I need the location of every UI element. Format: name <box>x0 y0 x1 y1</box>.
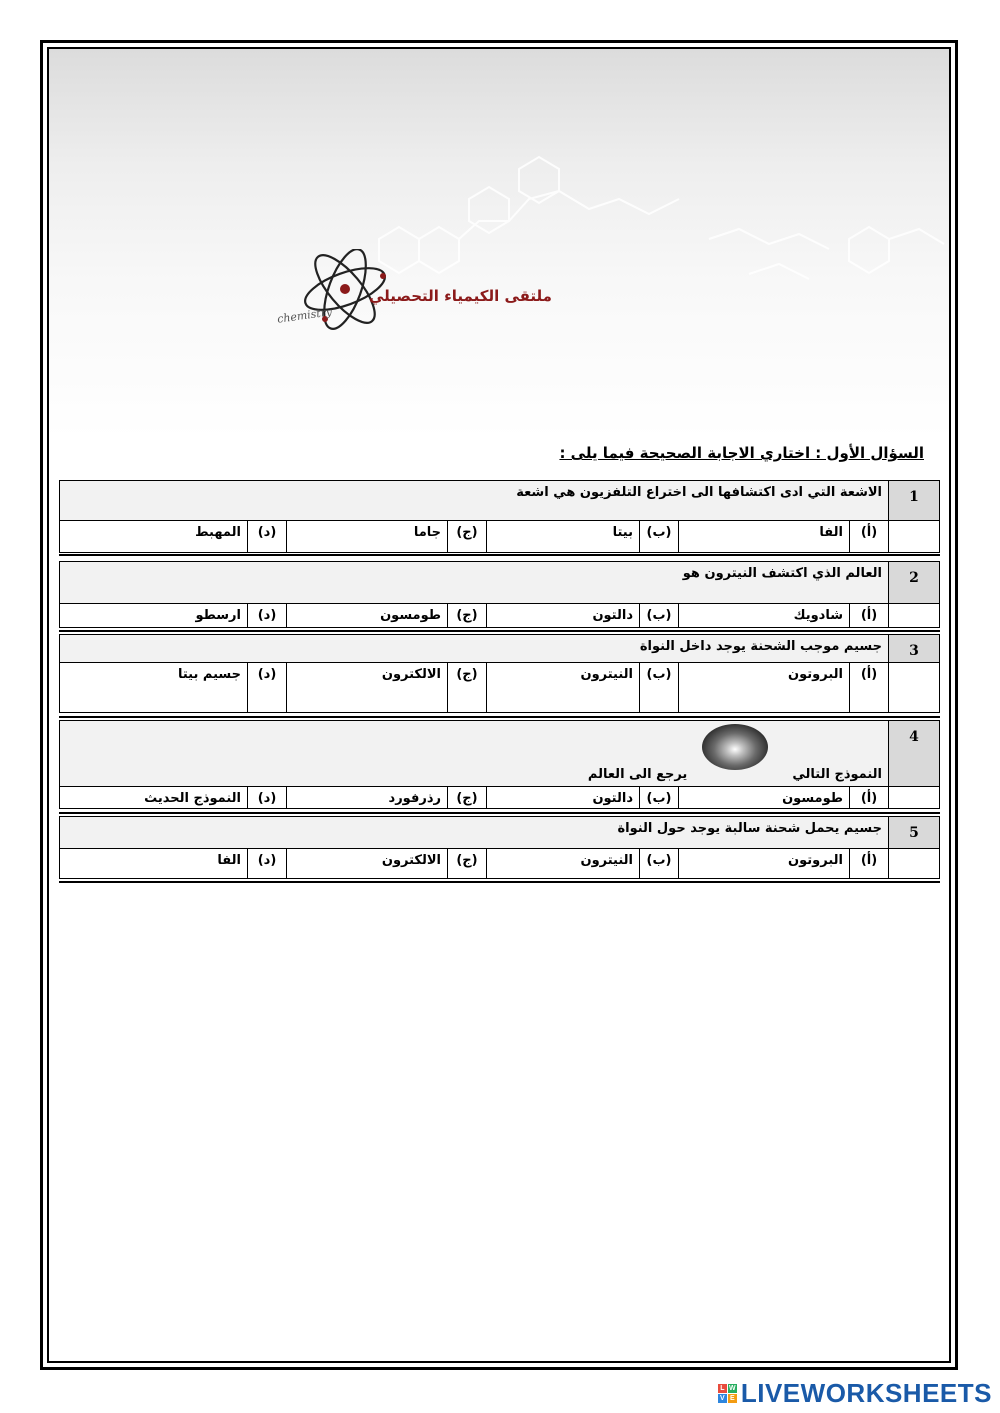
option-label: (أ) <box>850 663 889 713</box>
option-c[interactable]: الالكترون <box>287 849 448 879</box>
question-stem: العالم الذي اكتشف النيترون هو <box>60 562 889 604</box>
option-a[interactable]: البروتون <box>679 663 850 713</box>
question-1 <box>59 480 940 553</box>
option-label: (ج) <box>448 849 487 879</box>
option-d[interactable]: ارسطو <box>60 604 248 628</box>
header-banner <box>49 49 949 439</box>
option-label: (أ) <box>850 849 889 879</box>
question-number: 5 <box>889 817 940 849</box>
divider <box>59 554 940 556</box>
option-c[interactable]: رذرفورد <box>287 787 448 809</box>
option-label: (ج) <box>448 521 487 553</box>
option-label: (ج) <box>448 663 487 713</box>
option-b[interactable]: النيترون <box>487 849 640 879</box>
answer-blank[interactable] <box>889 849 940 879</box>
liveworksheets-footer <box>718 1378 992 1408</box>
option-label: (ب) <box>640 787 679 809</box>
option-d[interactable]: النموذج الحديث <box>60 787 248 809</box>
answer-blank[interactable] <box>889 787 940 809</box>
option-a[interactable]: البروتون <box>679 849 850 879</box>
option-label: (ج) <box>448 604 487 628</box>
divider <box>59 812 940 814</box>
option-label: (د) <box>248 849 287 879</box>
liveworksheets-logo-icon: L W V E <box>718 1384 737 1403</box>
logo-title: ملتقى الكيمياء التحصيلي <box>369 287 552 305</box>
option-c[interactable]: طومسون <box>287 604 448 628</box>
answer-blank[interactable] <box>889 604 940 628</box>
liveworksheets-brand: LIVEWORKSHEETS <box>740 1377 992 1408</box>
option-d[interactable]: جسيم بيتا <box>60 663 248 713</box>
divider <box>59 881 940 883</box>
question-5 <box>59 816 940 879</box>
question-stem-part-b: يرجع الى العالم <box>587 767 688 782</box>
option-c[interactable]: جاما <box>287 521 448 553</box>
option-b[interactable]: دالتون <box>487 787 640 809</box>
logo-subtitle: chemistry <box>276 305 333 326</box>
question-stem: الاشعة التي ادى اكتشافها الى اختراع التلفزيون هي اشعة <box>60 481 889 521</box>
option-label: (ب) <box>640 849 679 879</box>
option-d[interactable]: الفا <box>60 849 248 879</box>
option-b[interactable]: بيتا <box>487 521 640 553</box>
option-label: (د) <box>248 521 287 553</box>
option-a[interactable]: الفا <box>679 521 850 553</box>
option-label: (ب) <box>640 663 679 713</box>
option-c[interactable]: الالكترون <box>287 663 448 713</box>
question-stem: جسيم يحمل شحنة سالبة يوجد حول النواة <box>60 817 889 849</box>
answer-blank[interactable] <box>889 663 940 713</box>
atom-model-sphere-icon <box>702 724 768 770</box>
option-b[interactable]: دالتون <box>487 604 640 628</box>
option-label: (ج) <box>448 787 487 809</box>
question-number: 2 <box>889 562 940 604</box>
question-number: 3 <box>889 635 940 663</box>
option-label: (د) <box>248 663 287 713</box>
question-number: 1 <box>889 481 940 521</box>
molecule-watermark <box>49 49 949 439</box>
option-a[interactable]: شادويك <box>679 604 850 628</box>
option-b[interactable]: النيترون <box>487 663 640 713</box>
answer-blank[interactable] <box>889 521 940 553</box>
option-label: (أ) <box>850 521 889 553</box>
question-stem: جسيم موجب الشحنة يوجد داخل النواة <box>60 635 889 663</box>
question-2 <box>59 561 940 628</box>
option-a[interactable]: طومسون <box>679 787 850 809</box>
option-label: (أ) <box>850 604 889 628</box>
question-number: 4 <box>889 721 940 787</box>
option-label: (أ) <box>850 787 889 809</box>
question-4 <box>59 720 940 809</box>
question-stem-part-a: النموذج التالي <box>792 767 882 782</box>
divider <box>59 716 940 718</box>
option-d[interactable]: المهبط <box>60 521 248 553</box>
question-3 <box>59 634 940 713</box>
section-heading: السؤال الأول : اختاري الاجابة الصحيحة فيما يلى : <box>559 444 924 462</box>
divider <box>59 630 940 632</box>
option-label: (ب) <box>640 521 679 553</box>
option-label: (د) <box>248 787 287 809</box>
option-label: (د) <box>248 604 287 628</box>
option-label: (ب) <box>640 604 679 628</box>
